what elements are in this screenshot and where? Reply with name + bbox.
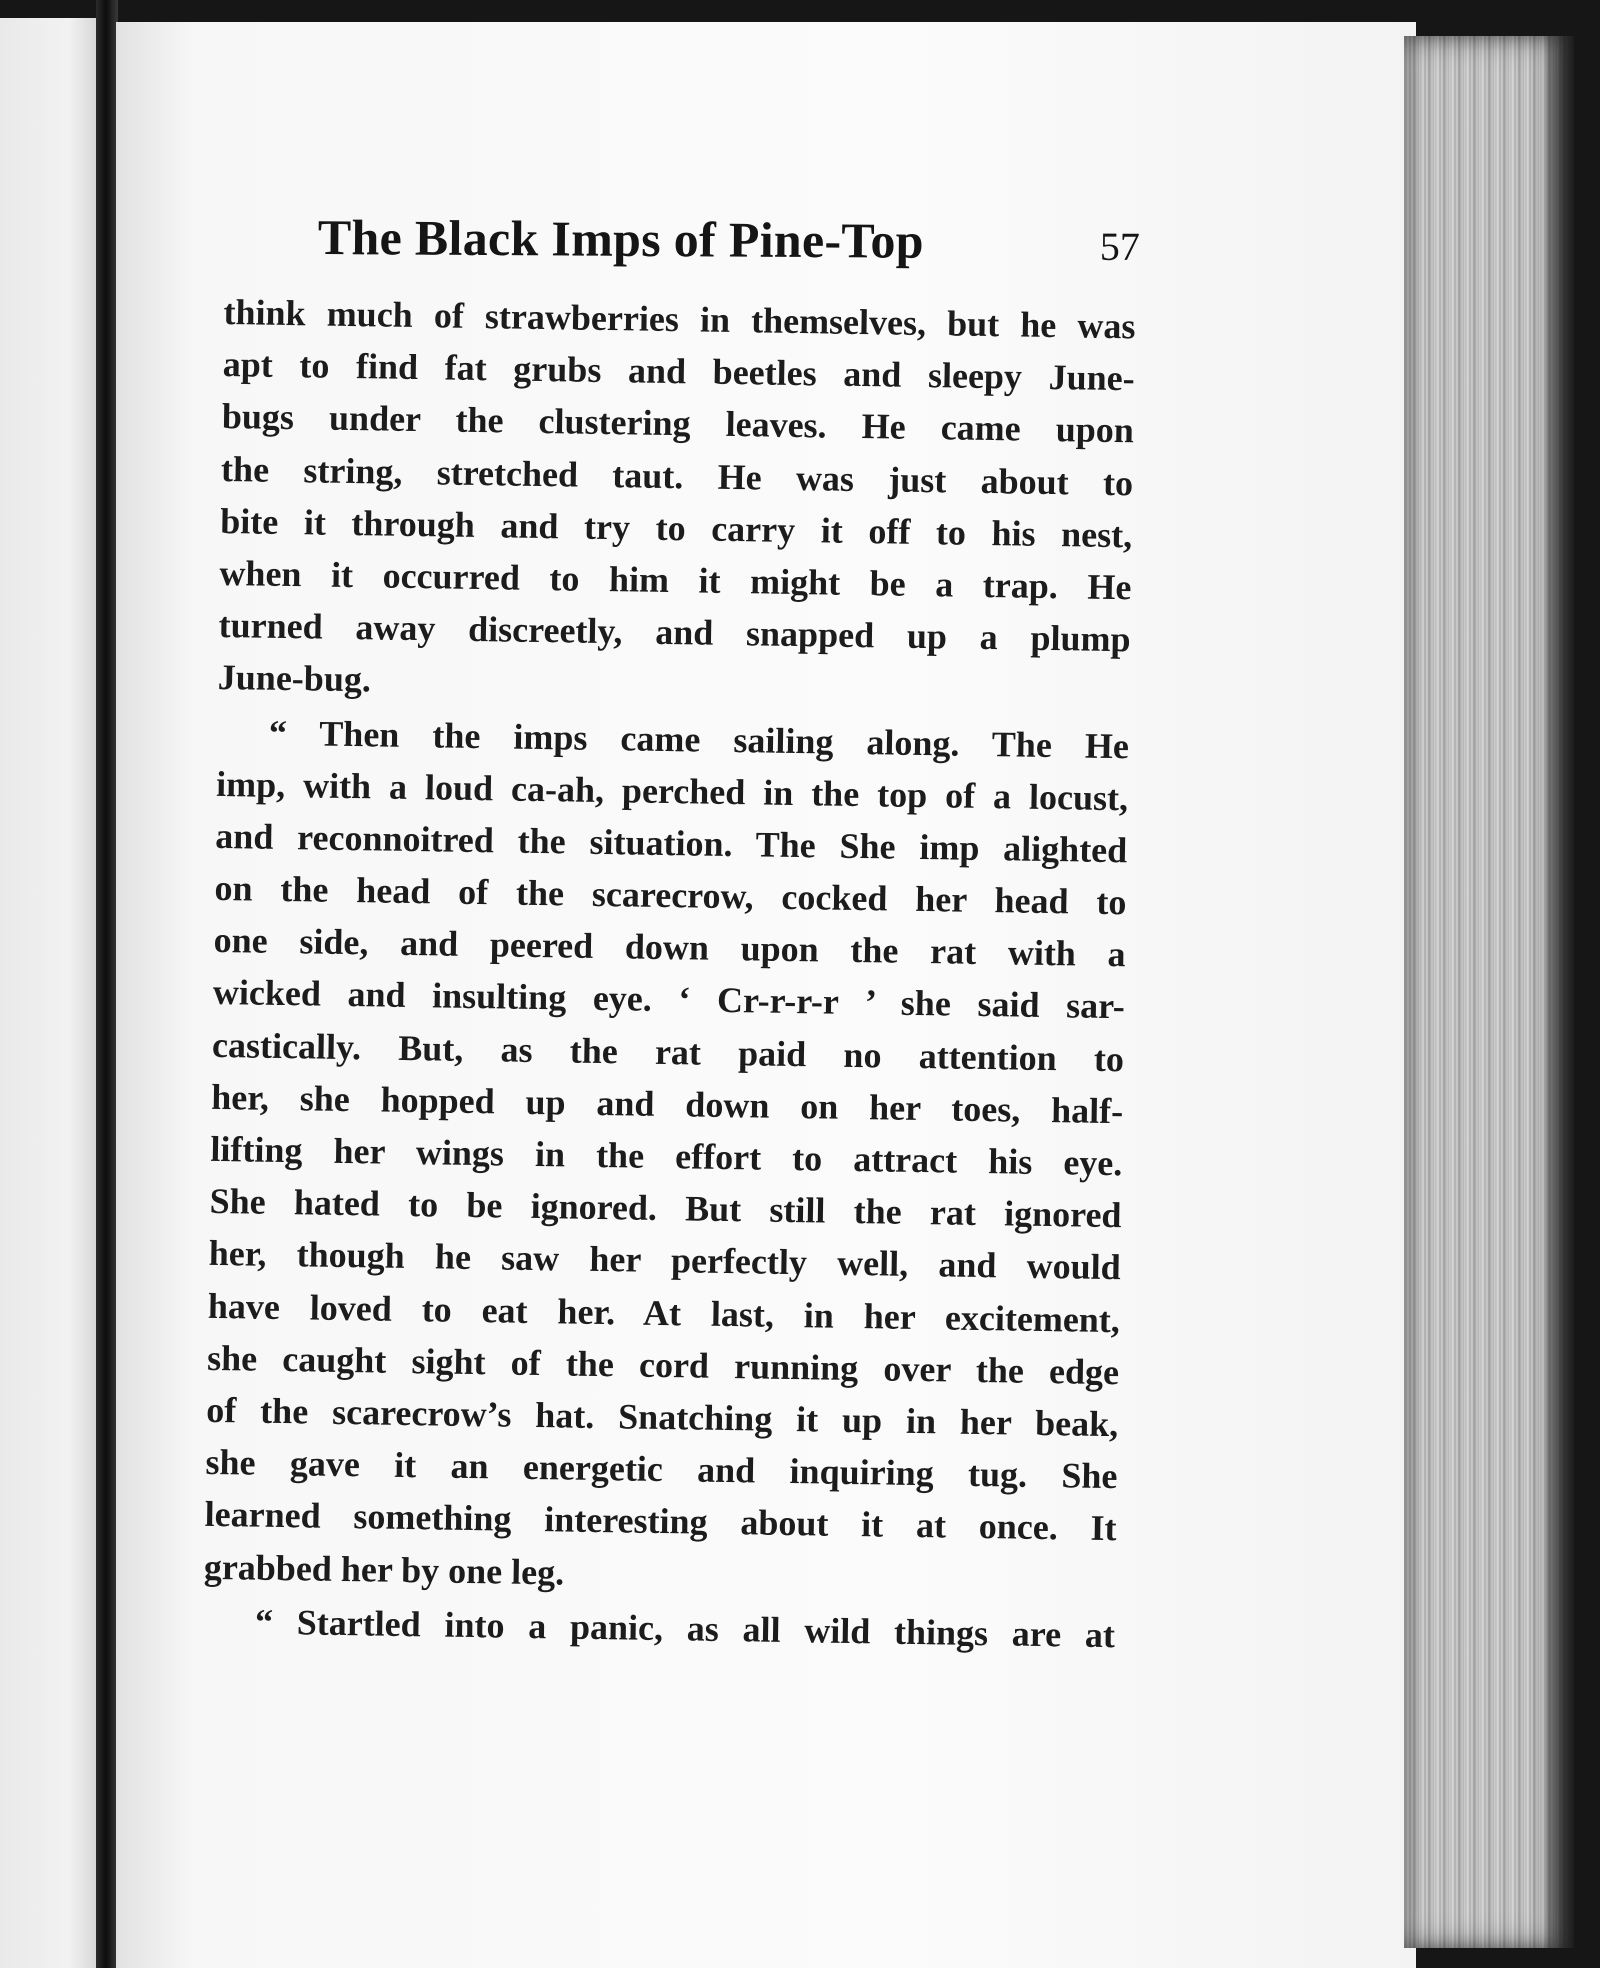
text-line: and reconnoitred the situation. The She imp alighted [215, 815, 1128, 871]
text-line: turned away discreetly, and snapped up a plump [218, 605, 1131, 660]
text-line: she caught sight of the cord running over the edge [206, 1337, 1120, 1392]
text-line: on the head of the scarecrow, cocked her head to [214, 867, 1127, 923]
text-line: lifting her wings in the effort to attract his eye. [210, 1128, 1123, 1184]
running-head [318, 208, 1148, 283]
text-line: the string, stretched taut. He was just about to [220, 448, 1134, 503]
left-page-edge [0, 18, 98, 1968]
text-line: “ Then the imps came sailing along. The He [268, 712, 1130, 766]
text-line: apt to find fat grubs and beetles and sleepy June- [222, 344, 1135, 399]
text-line: grabbed her by one leg. [203, 1546, 565, 1592]
text-line: She hated to be ignored. But still the rat ignored [209, 1181, 1122, 1236]
text-line: learned something interesting about it at once. It [204, 1494, 1117, 1549]
text-line: when it occurred to him it might be a trap. He [219, 552, 1132, 608]
text-line: her, though he saw her perfectly well, and would [208, 1233, 1122, 1288]
text-line: June-bug. [217, 657, 372, 700]
text-line: bugs under the clustering leaves. He came upon [221, 396, 1135, 451]
text-line: bite it through and try to carry it off to his nest, [219, 500, 1133, 556]
body-text [203, 286, 1136, 1661]
text-line: castically. But, as the rat paid no attention to [211, 1024, 1125, 1079]
text-line: think much of strawberries in themselves, but he was [223, 291, 1136, 347]
text-line: imp, with a loud ca-ah, perched in the top of a locust, [215, 763, 1129, 818]
text-line: one side, and peered down upon the rat with a [213, 920, 1126, 975]
text-line: her, she hopped up and down on her toes, half- [210, 1076, 1124, 1132]
text-line: “ Startled into a panic, as all wild things are at [254, 1601, 1116, 1655]
text-line: have loved to eat her. At last, in her excitement, [207, 1285, 1121, 1340]
text-line: wicked and insulting eye. ‘ Cr-r-r-r ’ she said sar- [212, 972, 1126, 1027]
page-number: 57 [1099, 223, 1140, 270]
book-gutter [96, 0, 118, 1968]
text-line: she gave it an energetic and inquiring tug. She [205, 1441, 1118, 1497]
page-edges-stack [1404, 36, 1574, 1948]
running-title: The Black Imps of Pine-Top [317, 208, 925, 269]
text-line: of the scarecrow’s hat. Snatching it up in her beak, [206, 1389, 1119, 1445]
